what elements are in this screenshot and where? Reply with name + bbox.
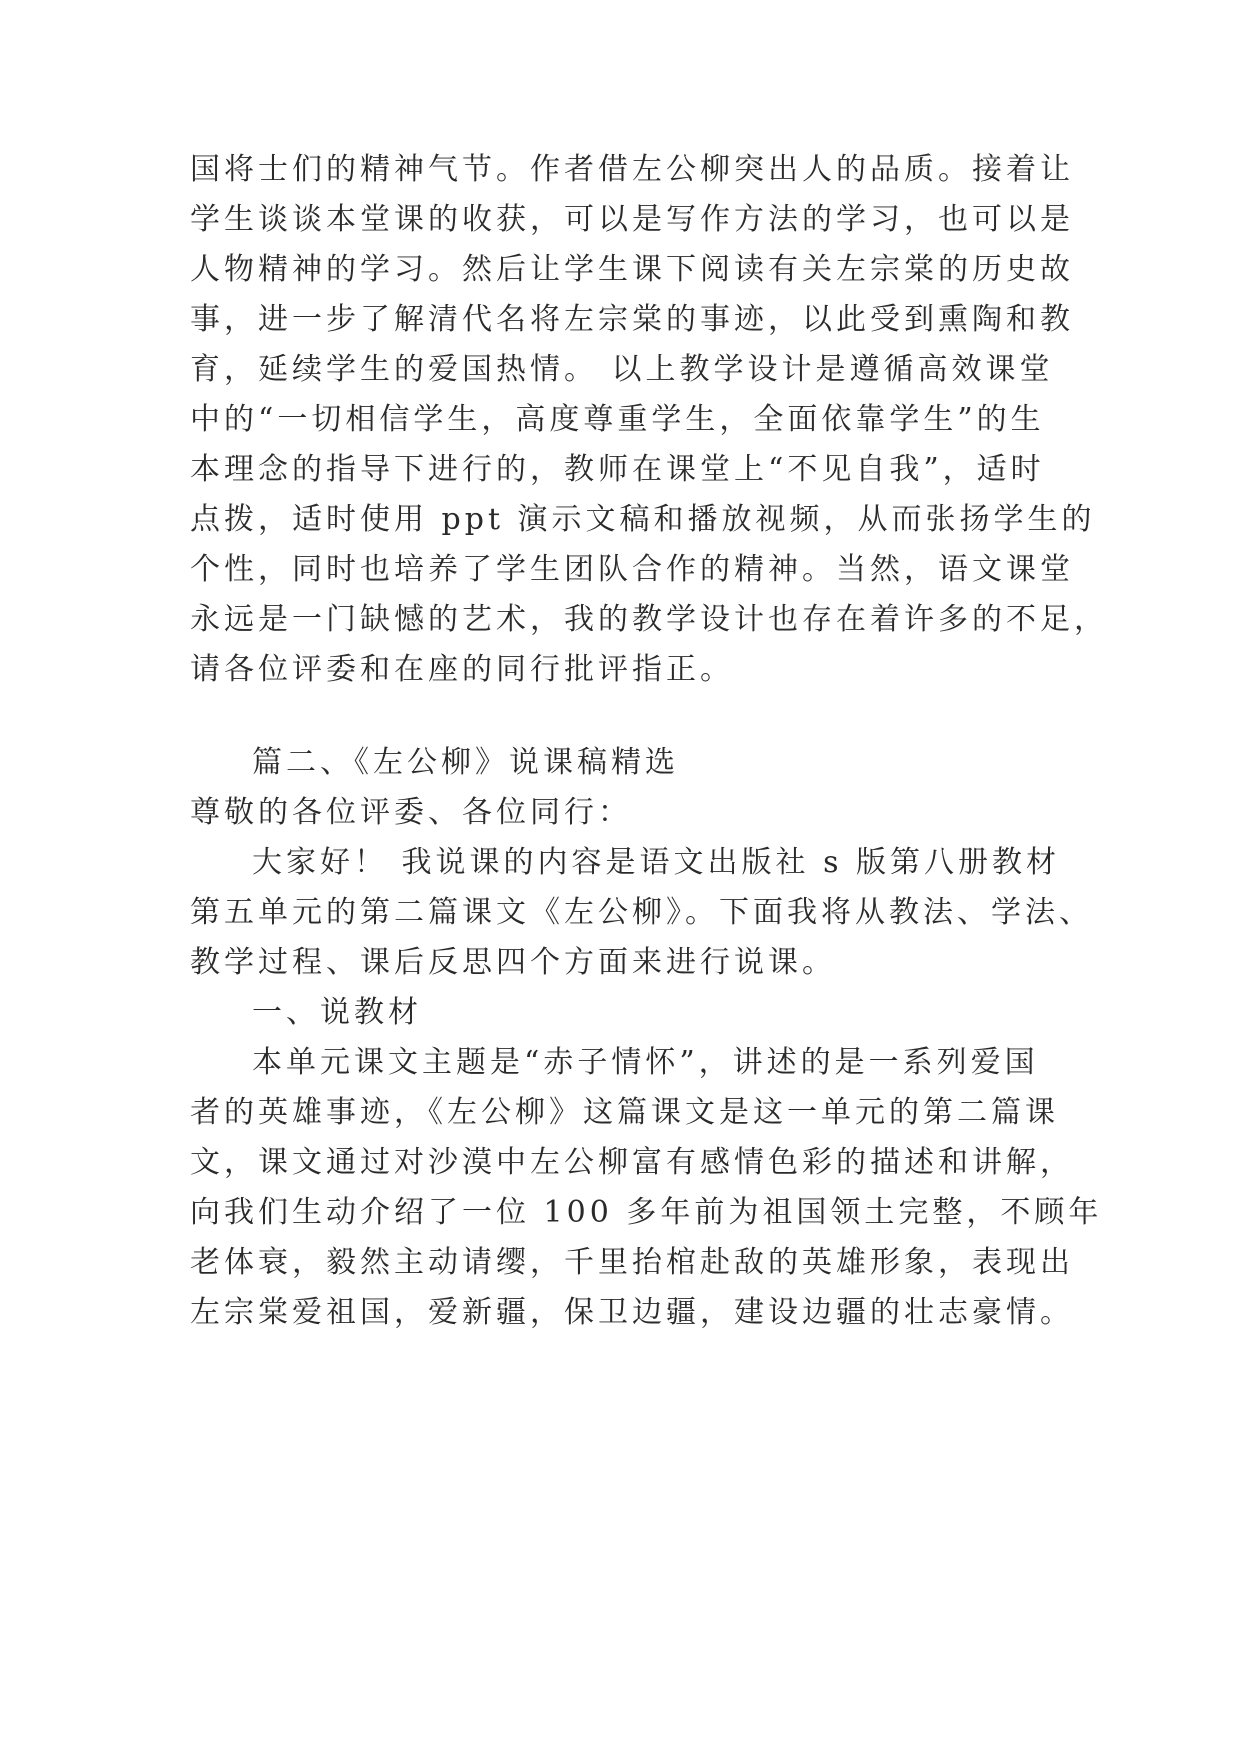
body-text-line: 永远是一门缺憾的艺术，我的教学设计也存在着许多的不足， (190, 602, 1108, 637)
intro-line: 教学过程、课后反思四个方面来进行说课。 (190, 945, 836, 980)
body-text-line: 本理念的指导下进行的，教师在课堂上“不见自我”，适时 (190, 452, 1045, 487)
body-text-line: 国将士们的精神气节。作者借左公柳突出人的品质。接着让 (190, 152, 1074, 187)
body-text-line: 人物精神的学习。然后让学生课下阅读有关左宗棠的历史故 (190, 252, 1074, 287)
heading-one: 一、说教材 (252, 995, 422, 1030)
body-text-line: 本单元课文主题是“赤子情怀”，讲述的是一系列爱国 (252, 1045, 1039, 1080)
body-text-line: 中的“一切相信学生，高度尊重学生，全面依靠学生”的生 (190, 402, 1045, 437)
body-text-line: 向我们生动介绍了一位 100 多年前为祖国领土完整，不顾年 (190, 1195, 1103, 1230)
body-text-line: 个性，同时也培养了学生团队合作的精神。当然，语文课堂 (190, 552, 1074, 587)
body-text-line: 左宗棠爱祖国，爱新疆，保卫边疆，建设边疆的壮志豪情。 (190, 1295, 1074, 1330)
intro-line: 大家好！ 我说课的内容是语文出版社 s 版第八册教材 (252, 845, 1061, 880)
body-text-line: 点拨，适时使用 ppt 演示文稿和播放视频，从而张扬学生的 (190, 502, 1096, 537)
body-text-line: 请各位评委和在座的同行批评指正。 (190, 652, 734, 687)
section-title: 篇二、《左公柳》说课稿精选 (252, 745, 679, 780)
body-text-line: 育，延续学生的爱国热情。 以上教学设计是遵循高效课堂 (190, 352, 1054, 387)
body-text-line: 事，进一步了解清代名将左宗棠的事迹，以此受到熏陶和教 (190, 302, 1074, 337)
body-text-line: 者的英雄事迹，《左公柳》这篇课文是这一单元的第二篇课 (190, 1095, 1059, 1130)
intro-line: 第五单元的第二篇课文《左公柳》。下面我将从教法、学法、 (190, 895, 1093, 930)
body-text-line: 学生谈谈本堂课的收获，可以是写作方法的学习，也可以是 (190, 202, 1074, 237)
body-text-line: 文，课文通过对沙漠中左公柳富有感情色彩的描述和讲解， (190, 1145, 1074, 1180)
body-text-line: 老体衰，毅然主动请缨，千里抬棺赴敌的英雄形象，表现出 (190, 1245, 1074, 1280)
salutation: 尊敬的各位评委、各位同行： (190, 795, 632, 830)
